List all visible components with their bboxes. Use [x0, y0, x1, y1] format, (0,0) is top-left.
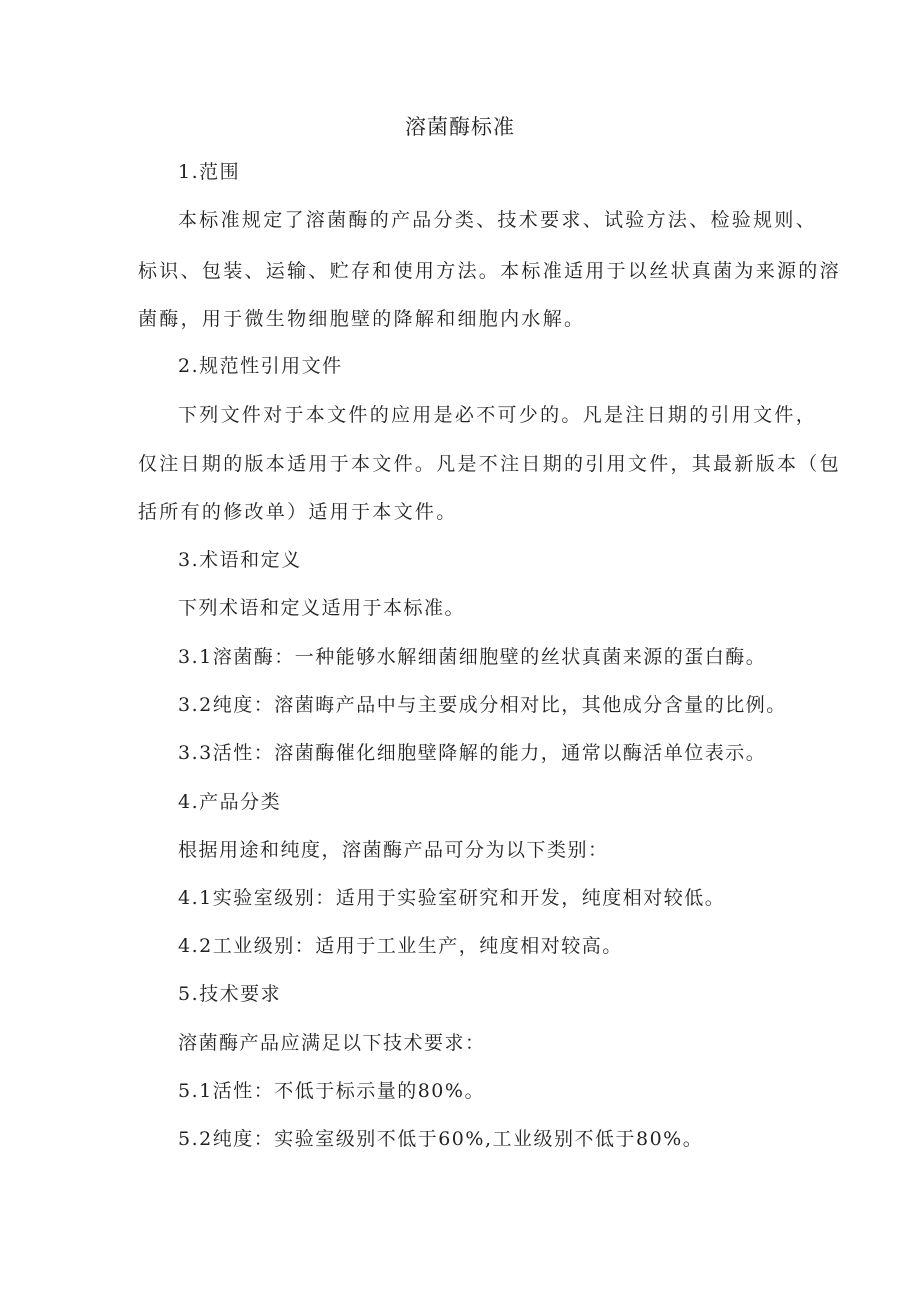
document-title: 溶菌酶标准 — [405, 115, 515, 139]
list-item: 4.1实验室级别：适用于实验室研究和开发，纯度相对较低。 — [178, 887, 726, 909]
paragraph-line: 仅注日期的版本适用于本文件。凡是不注日期的引用文件，其最新版本（包 — [138, 453, 841, 475]
list-item: 5.1活性：不低于标示量的80%。 — [178, 1080, 485, 1102]
paragraph-line: 本标准规定了溶菌酶的产品分类、技术要求、试验方法、检验规则、 — [178, 209, 818, 231]
paragraph-line: 标识、包装、运输、贮存和使用方法。本标准适用于以丝状真菌为来源的溶 — [138, 260, 841, 282]
section-heading-scope: 1.范围 — [178, 161, 241, 183]
section-heading-classification: 4.产品分类 — [178, 791, 282, 813]
paragraph-line: 下列术语和定义适用于本标准。 — [178, 597, 466, 619]
list-item: 4.2工业级别：适用于工业生产，纯度相对较高。 — [178, 935, 623, 957]
list-item: 5.2纯度：实验室级别不低于60%,工业级别不低于80%。 — [178, 1128, 704, 1150]
paragraph-line: 菌酶，用于微生物细胞壁的降解和细胞内水解。 — [138, 308, 586, 330]
definition-item: 3.2纯度：溶菌晦产品中与主要成分相对比，其他成分含量的比例。 — [178, 694, 787, 716]
paragraph-line: 下列文件对于本文件的应用是必不可少的。凡是注日期的引用文件， — [178, 404, 818, 426]
paragraph-line: 括所有的修改单）适用于本文件。 — [138, 501, 458, 523]
section-heading-requirements: 5.技术要求 — [178, 983, 282, 1005]
definition-item: 3.3活性：溶菌酶催化细胞壁降解的能力，通常以酶活单位表示。 — [178, 742, 767, 764]
definition-item: 3.1溶菌酶：一种能够水解细菌细胞壁的丝状真菌来源的蛋白酶。 — [178, 646, 767, 668]
paragraph-line: 溶菌酶产品应满足以下技术要求： — [178, 1032, 486, 1054]
section-heading-terms: 3.术语和定义 — [178, 549, 302, 571]
section-heading-references: 2.规范性引用文件 — [178, 355, 343, 377]
paragraph-line: 根据用途和纯度，溶菌酶产品可分为以下类别： — [178, 839, 609, 861]
